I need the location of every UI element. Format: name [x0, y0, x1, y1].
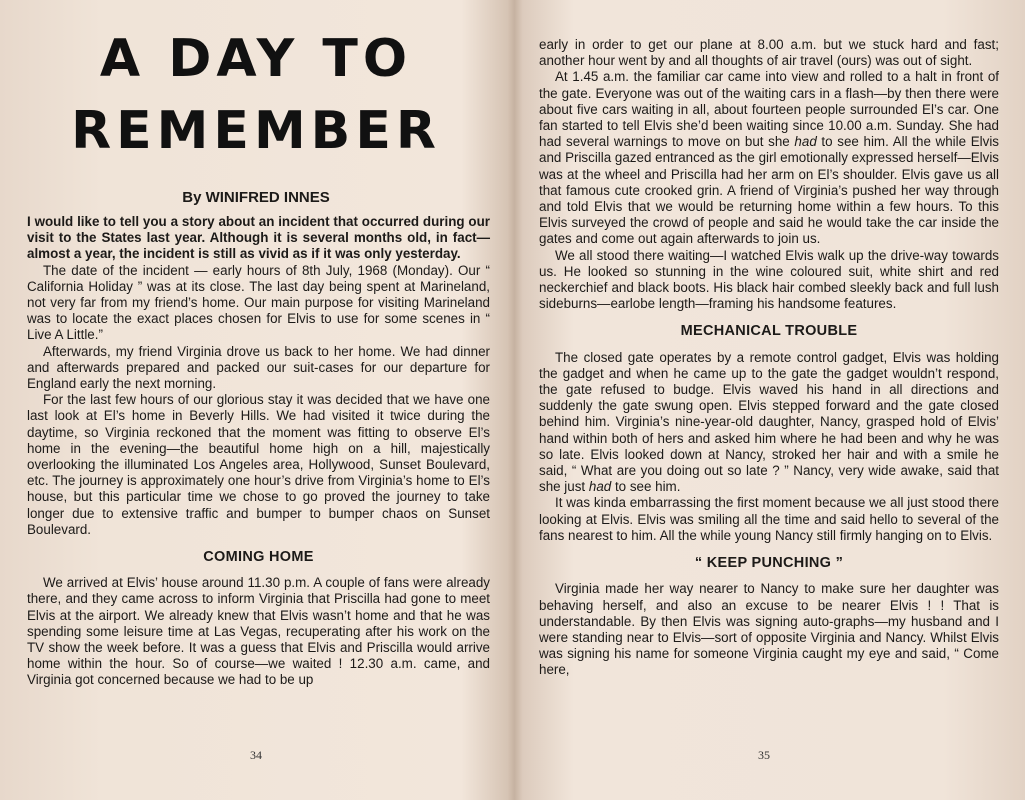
text-run: The closed gate operates by a remote control gadget, Elvis was holding the gadget and when he came up to the gate the gadget wouldn’t respond, the gate refused to budge. Elvis waved his hand in all directions and suddenly the gate swung open. Elvis stepped forward and the gate closed behind him. Virginia’s nine-year-old daughter, Nancy, grasped hold of Elvis’ hand within both of hers and asked him where he had been and why he was so late. Elvis looked down at Nancy, stroked her hair and with a smile he said, “ What are you doing out so late ? ” Nancy, very wide awake, said that she just [539, 349, 999, 495]
right-column [539, 37, 999, 679]
paragraph: Virginia made her way nearer to Nancy to make sure her daughter was behaving herself, and also an excuse to be nearer Elvis ! ! That is understandable. By then Elvis was signing auto-graphs—my husband and I were standing near to Elvis—sort of opposite Virginia and Nancy. Whilst Elvis was signing his name for someone Virginia caught my eye and said, “ Come here, [539, 581, 999, 678]
paragraph: We all stood there waiting—I watched Elvis walk up the drive-way towards us. He looked so stunning in the wine coloured suit, white shirt and red neckerchief and black boots. His black hair combed sleekly back and full lush sideburns—earlobe length—framing his handsome features. [539, 247, 999, 312]
paragraph: early in order to get our plane at 8.00 a.m. but we stuck hard and fast; another hour went by and all thoughts of air travel (ours) was out of sight. [539, 37, 999, 69]
emphasis: had [588, 479, 612, 495]
paragraph [539, 69, 999, 247]
page-number-right: 35 [758, 748, 770, 762]
intro-paragraph: I would like to tell you a story about an incident that occurred during our visit to the States last year. Although it is several months old, in fact—almost a year, the incident is still as vivid as if it was only yesterday. [27, 214, 490, 262]
subheading-mechanical-trouble: MECHANICAL TROUBLE [680, 323, 858, 340]
emphasis: had [794, 134, 817, 150]
paragraph: For the last few hours of our glorious stay it was decided that we have one last look at El’s home in Beverly Hills. We had visited it twice during the daytime, so Virginia reckoned that the moment was fitting to observe El’s home in the evening—the beautiful home high on a hill, majestically overlooking the illuminated Los Angeles area, Hollywood, Sunset Boulevard, etc. The journey is approximately one hour’s drive from Virginia’s home to El’s house, but this particular time we chose to go proved the journey to take longer due to extensive traffic and bumper to bumper chaos on Sunset Boulevard. [27, 392, 490, 537]
page-number-left: 34 [250, 748, 262, 762]
paragraph: It was kinda embarrassing the first moment because we all just stood there looking at Elvis. Elvis was smiling all the time and said hello to several of the fans nearest to him. All the while young Nancy still firmly hanging on to Elvis. [539, 495, 999, 543]
left-column [27, 214, 490, 689]
paragraph: We arrived at Elvis’ house around 11.30 p.m. A couple of fans were already there, and they came across to inform Virginia that Priscilla had gone to meet Elvis at the airport. We already knew that Elvis wasn’t home and that he was spending some leisure time at Las Vegas, recuperating after his work on the TV show the week before. It was a guess that Elvis and Priscilla would arrive home within the hour. So of course—we waited ! 12.30 a.m. came, and Virginia got concerned because we had to be up [27, 575, 490, 688]
title-line-2: REMEMBER [71, 101, 441, 161]
subheading-keep-punching: “ KEEP PUNCHING ” [694, 555, 844, 572]
paragraph: The date of the incident — early hours of 8th July, 1968 (Monday). Our “ California Holiday ” was at its close. The last day being spent at Marineland, not very far from my friend’s home. Our main purpose for visiting Marineland was to locate the exact places chosen for Elvis to use for some scenes in “ Live A Little.” [27, 262, 490, 343]
text-run: to see him. [611, 479, 681, 495]
byline: By WINIFRED INNES [182, 189, 330, 206]
paragraph [539, 350, 999, 496]
paragraph: Afterwards, my friend Virginia drove us back to her home. We had dinner and afterwards prepared and packed our suit-cases for our departure for England early the next morning. [27, 343, 490, 392]
text-run: At 1.45 a.m. the familiar car came into view and rolled to a halt in front of the gate. Everyone was out of the waiting cars in a flash—by then there were about five cars waiting in all, about fourteen people surrounded El’s car. One fan started to tell Elvis she’d been waiting since 10.00 a.m. Sunday. She had had several warnings to move on but she [539, 69, 999, 150]
text-run: to see him. All the while Elvis and Priscilla gazed entranced as the girl emotionally expressed herself—Elvis was at the wheel and Priscilla had her arm on El’s shoulder. Elvis gave us all that famous cute crooked grin. A friend of Virginia’s pushed her way through and told Elvis that we would be returning home within a few hours. To this Elvis surveyed the crowd of people and said he would take the car inside the gates and come out again afterwards to join us. [539, 134, 1000, 247]
subheading-coming-home: COMING HOME [203, 549, 314, 566]
title-line-1: A DAY TO [99, 29, 413, 89]
